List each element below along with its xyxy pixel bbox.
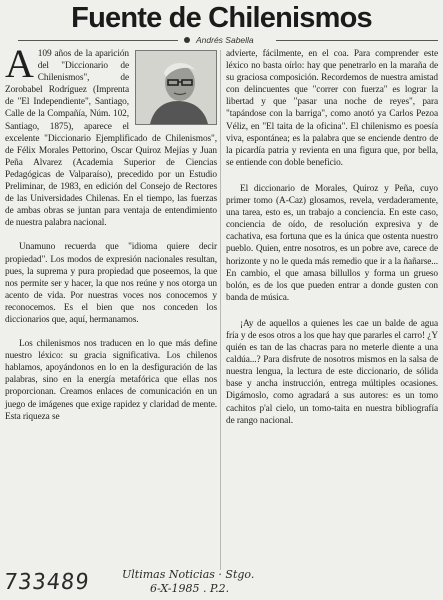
intro-text: 109 años de la aparición del "Diccionario de Chilenismos", de Zorobabel Rodríguez (Imprenta de "El Independiente", Santiago, Calle de la Compañía, Núm. 102, Santiago, 1875), aparece el excelente "Diccionario Ejemplificado de Chilenismos", de Félix Morales Pettorino, Oscar Quiroz Mejías y Juan Peña Alvarez (Academia Superior de Ciencias Pedagógicas de Valparaíso), precedido por un Estudio Preliminar, de 1983, en edición del Consejo de Rectores de las Universidades Chilenas. En el tiempo, las fuerzas de ambas obras se juntan para ventaja de entendimiento de nuestra palabra nacional. — [5, 49, 217, 229]
left-column — [5, 41, 217, 423]
body-paragraph: El diccionario de Morales, Quiroz y Peña, cuyo primer tomo (A-Caz) glosamos, revela, verdaderamente, una tarea, esto es, un trabajo a conciencia. En este caso, conciencia de oído, de resolución expresiva y de cachativa, esa fortuna que es la única que ostenta nuestro pueblo. Quien, entre nosotros, es un pobre ave, carece de horizonte y no le queda más remedio que ir a la ñañarse... En cambio, el que amasa billullos y forma un grueso bolón, es de los que pueden entrar a donde gusten con banda de música. — [226, 183, 438, 303]
byline-rule-left — [18, 40, 178, 41]
source-note: Ultimas Noticias · Stgo. — [122, 568, 255, 581]
author-photo — [135, 50, 217, 125]
article-title: Fuente de Chilenismos — [71, 2, 372, 34]
author-name: Andrés Sabella — [196, 35, 254, 45]
byline-row — [18, 36, 438, 46]
body-paragraph: advierte, fácilmente, en el coa. Para comprender este léxico no basta oírlo: hay que penetrarlo en la maraña de su graciosa composición. Recordemos de nuestra amistad con delincuentes que "correr con fuerza" es lograr la libertad y que "pasar una noche de reyes", para "tapándose con la barriga", como anotó ya Carlos Pezoa Véliz, en "El taita de la oficina". El chilenismo es poesía viva, espontánea; es la palabra que se enciende dentro de la picardía patria y revienta en una figura que, por bella, se entiende con doble beneficio. — [226, 49, 438, 168]
column-divider — [220, 50, 221, 570]
clipping-number: 733489 — [2, 570, 91, 595]
portrait-image-icon — [136, 51, 216, 124]
byline-bullet-icon — [184, 37, 190, 43]
handwritten-annotation — [0, 568, 443, 600]
body-paragraph: Unamuno recuerda que "idioma quiere decir propiedad". Los modos de expresión nacionales resultan, pues, la suprema y pura propiedad que poseemos, la que nos permite ser y hacer, la que nos reúne y nos otorga un acento de vida. Por nuestras voces nos conocemos y reconocemos. Es el bien que nos conceden los diccionarios que, aquí, hermanamos. — [5, 242, 217, 325]
body-paragraph: ¡Ay de aquellos a quienes les cae un balde de agua fría y de esos otros a los que hay que pararles el carro! ¿Y quién es tan de las chacras para no meterle diente a una caldúa...? Para disfrute de nosotros mismos en la salsa de nuestra lengua, la lectura de este diccionario, de sólida base y ancha instrucción, entrega múltiples ocasiones. Digámoslo, como agradará a sus autores: es un tomo cachitos p'al cielo, un tomo-taita en nuestra bibliografía de rango nacional. — [226, 318, 438, 426]
source-date: 6-X-1985 . P.2. — [150, 582, 230, 595]
right-column — [226, 48, 438, 427]
body-paragraph: Los chilenismos nos traducen en lo que más define nuestro léxico: su gracia significativa. Los chilenos hablamos, apoyándonos en lo en la desfiguración de las palabras, sino en la energía metafórica que ellas nos proporcionan. Creamos enlaces de comunicación en un juego de imágenes que exige rapidez y claridad de mente. Esta riqueza se — [5, 339, 217, 422]
byline-rule-right — [276, 40, 438, 41]
drop-cap: A — [5, 41, 34, 86]
